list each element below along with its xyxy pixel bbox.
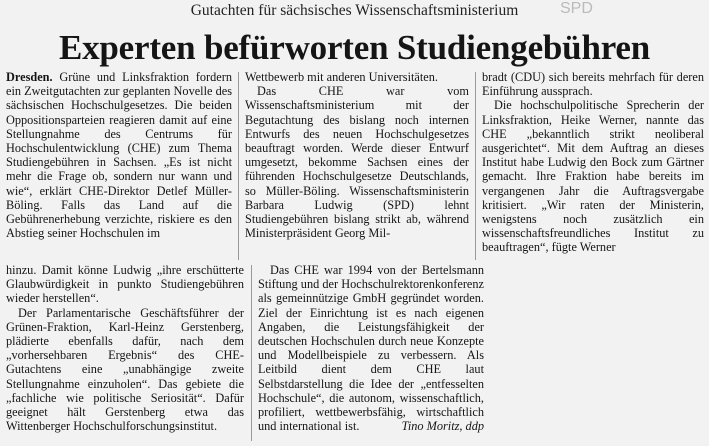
article-column-5 bbox=[258, 263, 484, 433]
column-4-paragraph-2: Der Parlamentarische Geschäftsführer der Grünen-Fraktion, Karl-Heinz Gerstenberg, plädierte ebenfalls dafür, nach dem „vorhersehbaren Ergebnis“ des CHE-Gutachtens eine „unabhängige zweite Stellungnahme einzuholen“. Das gebiete die „fachliche wie politische Seriosität“. Dafür geeignet hält Gerstenberg etwa das Wittenberger Hochschulforschungsinstitut. bbox=[6, 305, 244, 434]
article-column-1 bbox=[6, 70, 232, 240]
author-credit: Tino Moritz, ddp bbox=[401, 419, 484, 434]
article-column-3 bbox=[482, 70, 704, 255]
bleed-through-text: SPD bbox=[560, 0, 593, 17]
column-5-paragraph-1 bbox=[258, 263, 484, 433]
column-divider bbox=[251, 265, 252, 441]
column-2-paragraph-1: Wettbewerb mit anderen Universitäten. bbox=[245, 70, 438, 84]
column-divider bbox=[238, 72, 239, 260]
dateline: Dresden. bbox=[6, 70, 53, 84]
column-1-text: Grüne und Linksfraktion fordern ein Zweitgutachten zur geplanten Novelle des sächsischen Hochschulgesetzes. Die beiden Oppositionsparteien reagieren damit auf eine Stellungnahme des Centrums für Hochschulentwicklung (CHE) zum Thema Studiengebühren in Sachsen. „Es ist nicht mehr die Frage ob, sondern nur wann und wie“, erklärt CHE-Direktor Detlef Müller-Böling. Falls das Land auf die Gebührenerhebung verzichte, riskiere es den Abstieg seiner Hochschulen im bbox=[6, 70, 232, 241]
column-5-text: Das CHE war 1994 von der Bertelsmann Stiftung und der Hochschulrektorenkonferenz als gemeinnützige GmbH gegründet worden. Ziel der Einrichtung ist es nach eigenen Angaben, die Leistungsfähigkeit der deutschen Hochschulen durch neue Konzepte und Modellbeispiele zu verbessern. Als Leitbild dient dem CHE laut Selbstdarstellung die Idee der „entfesselten Hochschule“, die autonom, wissenschaftlich, profiliert, wettbewerbsfähig, wirtschaftlich und international ist. bbox=[258, 263, 484, 434]
column-2-paragraph-2: Das CHE war vom Wissenschaftsministerium mit der Begutachtung des bislang noch internen Entwurfs des neuen Hochschulgesetzes beauftragt worden. Werde dieser Entwurf umgesetzt, bekomme Sachsen eines der führenden Hochschulgesetze Deutschlands, so Müller-Böling. Wissenschaftsministerin Barbara Ludwig (SPD) lehnt Studiengebühren bislang strikt ab, während Ministerpräsident Georg Mil- bbox=[245, 84, 469, 241]
column-4-paragraph-1: hinzu. Damit könne Ludwig „ihre erschütterte Glaubwürdigkeit in punkto Studiengebühren wieder herstellen“. bbox=[6, 263, 244, 306]
column-3-paragraph-2: Die hochschulpolitische Sprecherin der Linksfraktion, Heike Werner, nannte das CHE „bekanntlich strikt neoliberal ausgerichtet“. Mit dem Auftrag an dieses Institut habe Ludwig den Bock zum Gärtner gemacht. Ihre Fraktion habe bereits im vergangenen Jahr die Auftragsvergabe kritisiert. „Wir raten der Ministerin, wenigstens noch zusätzlich ein wissenschaftsfreundliches Institut zu beauftragen“, fügte Werner bbox=[482, 98, 704, 255]
column-3-paragraph-1: bradt (CDU) sich bereits mehrfach für deren Einführung aussprach. bbox=[482, 70, 704, 99]
kicker: Gutachten für sächsisches Wissenschaftsministerium bbox=[190, 2, 519, 19]
column-divider bbox=[475, 72, 476, 260]
headline: Experten befürworten Studiengebühren bbox=[58, 28, 651, 67]
article-column-2 bbox=[245, 70, 469, 240]
article-column-4 bbox=[6, 263, 244, 433]
